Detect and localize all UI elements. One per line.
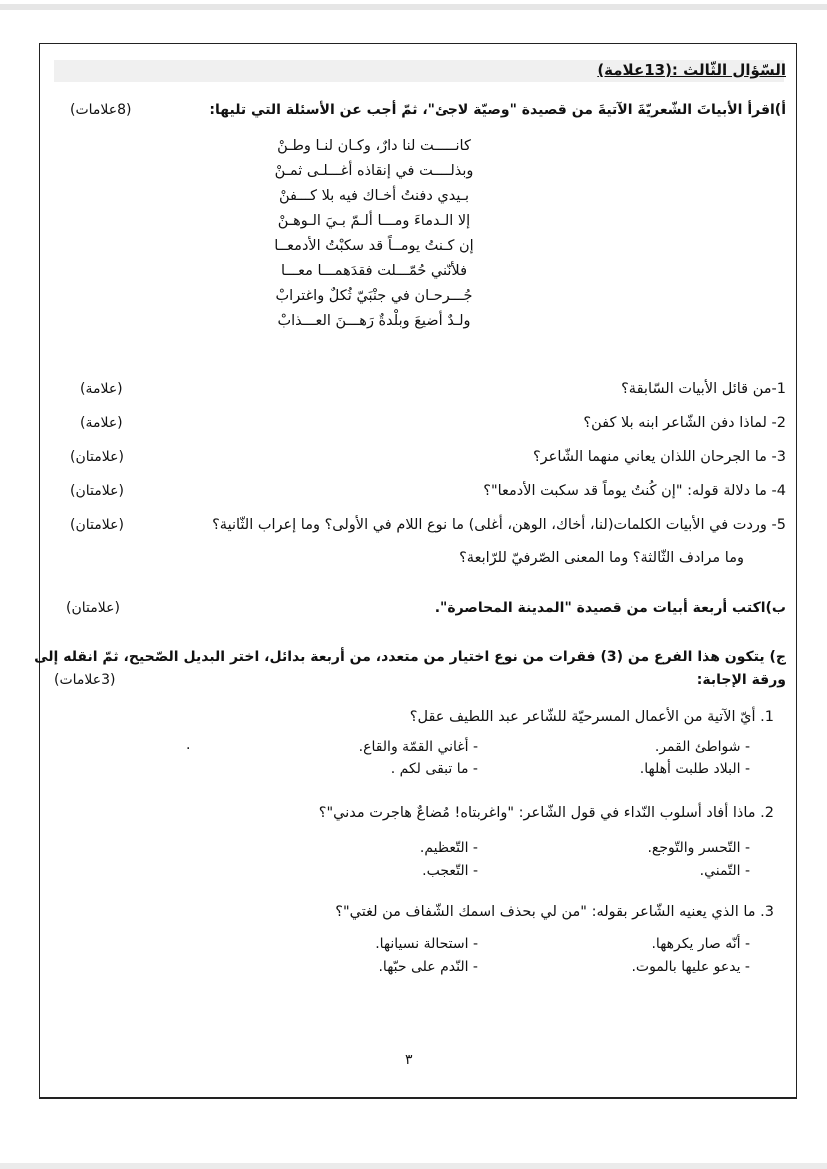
stray-dot: . [186,737,191,753]
mcq-3-question: 3. ما الذي يعنيه الشّاعر بقوله: "من لي بحذف اسمك الشّفاف من لغتي"؟ [335,904,774,920]
part-c-heading-line2: ورقة الإجابة: [696,672,786,688]
bottom-edge-bar [0,1163,827,1169]
exam-page [34,43,797,1099]
verse-line: كانـــــت لنا دارٌ، وكـان لنـا وطـنْ [277,138,471,154]
question-2: 2- لماذا دفن الشّاعر ابنه بلا كفن؟ [583,415,786,431]
mcq-1-choice-b: - أغاني القمّة والقاع. [358,739,478,755]
question-5-continuation: وما مرادف الثّالثة؟ وما المعنى الصّرفيّ للرّابعة؟ [459,550,744,566]
verse-line: فلأنّني حُمّـــلت فقدَهمـــا معـــا [280,263,468,279]
verse-line: إن كـنتُ يومــاً قد سكبْتُ الأدمعــا [274,238,474,254]
top-edge-bar [0,4,827,10]
question-4: 4- ما دلالة قوله: "إن كُنتُ يوماً قد سكبت الأدمعا"؟ [483,483,786,499]
question-1: 1-من قائل الأبيات السّابقة؟ [621,381,786,397]
part-a-marks: (8علامات) [70,102,132,118]
mcq-3-choice-c: - يدعو عليها بالموت. [631,959,750,975]
page-number: ٣ [405,1052,413,1068]
mcq-2-choice-b: - التّعظيم. [419,840,478,856]
verse-line: جُـــرحـان في جنْبَيّ ثُكلٌ واغترابْ [275,288,473,304]
part-b-marks: (علامتان) [66,600,120,616]
mcq-2-choice-a: - التّحسر والتّوجع. [647,840,750,856]
verse-line: ولـدٌ أضيعَ وبلْدةٌ رَهـــنَ العـــذابْ [277,313,471,329]
mcq-3-choice-b: - استحالة نسيانها. [375,936,478,952]
mcq-2-choice-d: - التّعجب. [422,863,478,879]
part-b-heading: ب)اكتب أربعة أبيات من قصيدة "المدينة المحاصرة". [434,600,786,616]
verse-line: بـيدي دفنتُ أخـاك فيه بلا كـــفنْ [278,188,470,204]
verse-line: وبذلــــت في إنقاذه أغـــلـى ثمـنْ [274,163,474,179]
question-2-marks: (علامة) [80,415,123,431]
mcq-3-choice-d: - النّدم على حبّها. [378,959,478,975]
question-3-marks: (علامتان) [70,449,124,465]
question-4-marks: (علامتان) [70,483,124,499]
mcq-1-choice-c: - البلاد طلبت أهلها. [639,761,750,777]
question-3: 3- ما الجرحان اللذان يعاني منهما الشّاعر؟ [532,449,786,465]
mcq-1-question: 1. أيّ الآتية من الأعمال المسرحيّة للشّاعر عبد اللطيف عقل؟ [409,709,774,725]
mcq-1-choice-a: - شواطئ القمر. [654,739,750,755]
part-a-heading: أ)اقرأ الأبياتَ الشّعريّةَ الآتيةَ من قصيدة "وصيّة لاجئ"، ثمّ أجب عن الأسئلة التي تليها: [209,102,786,118]
question-5: 5- وردت في الأبيات الكلمات(لنا، أخاك، الوهن، أغلى) ما نوع اللام في الأولى؟ وما إعراب الثّانية؟ [212,517,786,533]
question-1-marks: (علامة) [80,381,123,397]
part-c-heading-line1: ج) يتكون هذا الفرع من (3) فقرات من نوع اختيار من متعدد، من أربعة بدائل، اختر البديل الصّحيح، ثمّ انقله إلى [34,649,786,665]
mcq-2-choice-c: - التّمني. [699,863,750,879]
question-title: السّؤال الثّالث :(13علامة) [597,61,786,79]
mcq-1-choice-d: - ما تبقى لكم . [390,761,478,777]
mcq-2-question: 2. ماذا أفاد أسلوب النّداء في قول الشّاعر: "واغربتاه! مُضاعٌ هاجرت مدني"؟ [318,805,774,821]
mcq-3-choice-a: - أنّه صار يكرهها. [651,936,750,952]
verse-line: إلا الـدماءَ ومـــا ألـمّ بـيَ الـوهـنْ [277,213,471,229]
question-5-marks: (علامتان) [70,517,124,533]
part-c-marks: (3علامات) [54,672,116,688]
